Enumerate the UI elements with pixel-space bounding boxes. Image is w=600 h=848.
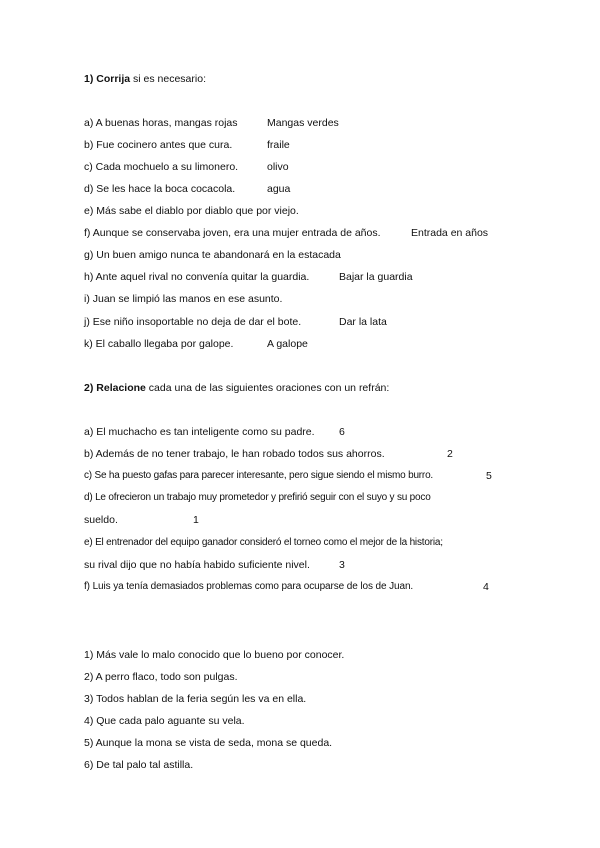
section-1-instruction: si es necesario: [133,73,206,85]
section-1-verb: Corrija [96,73,131,85]
s1-item-b: b) Fue cocinero antes que cura. [84,139,233,151]
s1-item-e: e) Más sabe el diablo por diablo que por viejo. [84,205,299,217]
s2-item-d-cont: sueldo. [84,514,118,526]
section-2-instruction: cada una de las siguientes oraciones con un refrán: [148,382,390,394]
s2-answer-e: 3 [339,559,345,571]
s1-answer-d: agua [267,183,291,195]
s2-answer-b: 2 [447,448,453,460]
s2-item-b: b) Además de no tener trabajo, le han robado todos sus ahorros. [84,448,385,460]
s2-item-c: c) Se ha puesto gafas para parecer interesante, pero sigue siendo el mismo burro. [84,470,434,481]
refran-2: 2) A perro flaco, todo son pulgas. [84,671,238,683]
s2-item-d: d) Le ofrecieron un trabajo muy prometedor y prefirió seguir con el suyo y su poco [84,492,431,503]
s1-answer-f: Entrada en años [411,227,489,239]
refran-3: 3) Todos hablan de la feria según les va en ella. [84,693,307,705]
s1-item-k: k) El caballo llegaba por galope. [84,338,234,350]
s2-answer-f: 4 [483,581,489,593]
refran-5: 5) Aunque la mona se vista de seda, mona se queda. [84,737,333,749]
s2-item-a: a) El muchacho es tan inteligente como su padre. [84,426,315,438]
refran-4: 4) Que cada palo aguante su vela. [84,715,245,727]
s2-item-e-cont: su rival dijo que no había habido suficiente nivel. [84,559,310,571]
s1-item-a: a) A buenas horas, mangas rojas [84,117,238,129]
s1-item-c: c) Cada mochuelo a su limonero. [84,161,239,173]
s1-answer-a: Mangas verdes [267,117,339,129]
refran-1: 1) Más vale lo malo conocido que lo bueno por conocer. [84,649,345,661]
s2-answer-d: 1 [193,514,199,526]
section-2-number: 2) [84,382,94,394]
s1-item-g: g) Un buen amigo nunca te abandonará en la estacada [84,249,341,261]
s1-answer-k: A galope [267,338,308,350]
s2-item-f: f) Luis ya tenía demasiados problemas como para ocuparse de los de Juan. [84,581,414,592]
s1-answer-j: Dar la lata [339,316,387,328]
s1-item-f: f) Aunque se conservaba joven, era una mujer entrada de años. [84,227,381,239]
s2-item-e: e) El entrenador del equipo ganador consideró el torneo como el mejor de la historia; [84,537,443,548]
section-2-heading [84,381,389,395]
s1-item-i: i) Juan se limpió las manos en ese asunto. [84,293,283,305]
section-1-number: 1) [84,73,94,85]
s1-item-d: d) Se les hace la boca cocacola. [84,183,236,195]
s1-answer-b: fraile [267,139,290,151]
s1-item-j: j) Ese niño insoportable no deja de dar el bote. [84,316,302,328]
s1-answer-c: olivo [267,161,289,173]
section-1-heading [84,72,206,86]
section-2-verb: Relacione [96,382,146,394]
s1-answer-h: Bajar la guardia [339,271,413,283]
refran-6: 6) De tal palo tal astilla. [84,759,194,771]
s2-answer-c: 5 [486,470,492,482]
s2-answer-a: 6 [339,426,345,438]
s1-item-h: h) Ante aquel rival no convenía quitar la guardia. [84,271,310,283]
